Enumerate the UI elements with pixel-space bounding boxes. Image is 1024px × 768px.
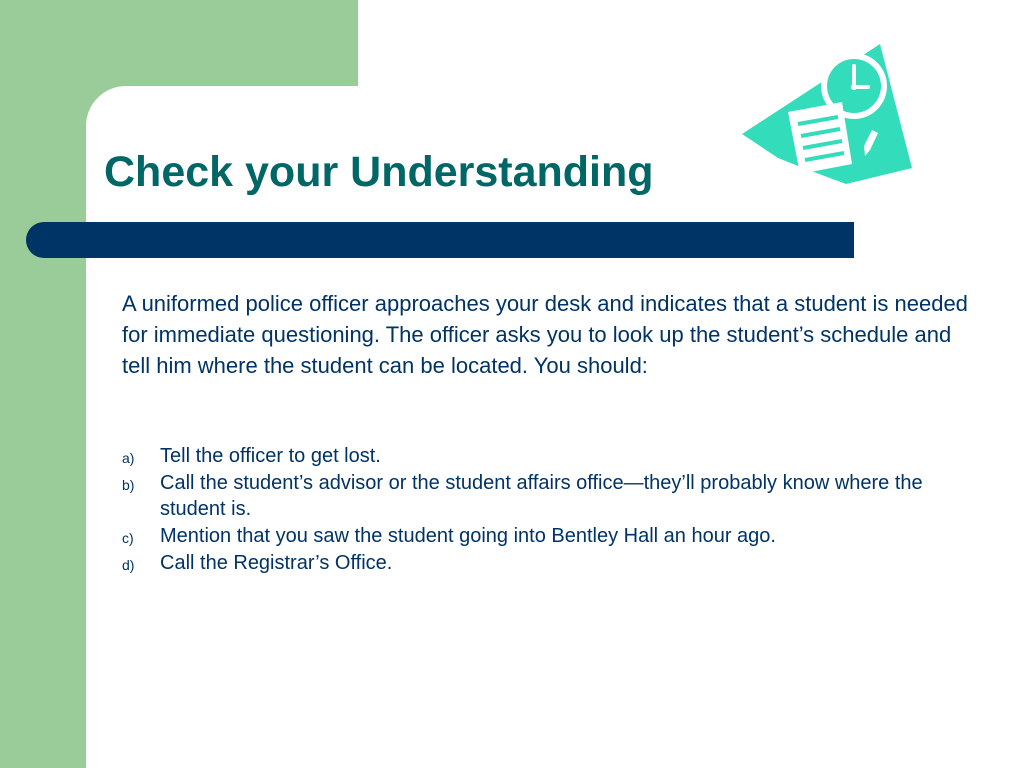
answer-option-a	[122, 443, 972, 469]
question-text: A uniformed police officer approaches your desk and indicates that a student is needed for immediate questioning. The officer asks you to look up the student’s schedule and tell him where the student can be located. You should:	[122, 291, 968, 378]
answer-option-d	[122, 550, 972, 576]
option-letter: a)	[122, 450, 135, 466]
option-letter: d)	[122, 557, 135, 573]
answer-option-b	[122, 470, 972, 522]
option-letter: b)	[122, 477, 135, 493]
answer-option-c	[122, 523, 972, 549]
option-text: Mention that you saw the student going into Bentley Hall an hour ago.	[160, 525, 776, 547]
option-text: Tell the officer to get lost.	[160, 445, 381, 467]
title-underline-bar	[26, 222, 854, 258]
slide-title: Check your Understanding	[104, 148, 654, 196]
answer-options-list	[122, 443, 972, 577]
clock-document-clipart-icon	[738, 40, 918, 190]
option-text: Call the student’s advisor or the student affairs office—they’ll probably know where the student is.	[160, 472, 923, 520]
option-text: Call the Registrar’s Office.	[160, 552, 393, 574]
option-letter: c)	[122, 530, 134, 546]
